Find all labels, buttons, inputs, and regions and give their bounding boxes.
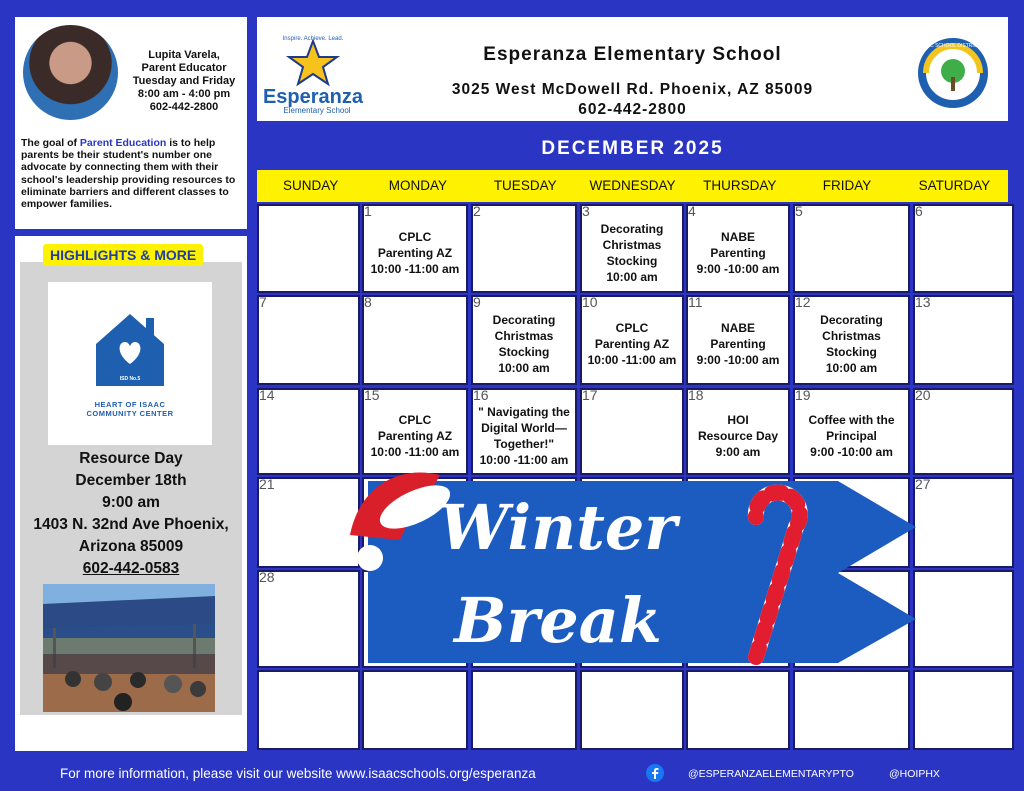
day-number: 1 bbox=[364, 203, 372, 219]
day-number: 16 bbox=[473, 387, 489, 403]
day-number: 28 bbox=[259, 569, 275, 585]
logo-small-text: ISD No.5 bbox=[119, 376, 141, 382]
event-line: Parenting AZ bbox=[594, 337, 670, 351]
event-line: NABE bbox=[720, 321, 755, 335]
winter-text: Winter bbox=[439, 491, 677, 564]
event-line: 10:00 am bbox=[606, 269, 658, 284]
event-line: " Navigating the bbox=[478, 404, 570, 419]
calendar-day bbox=[471, 204, 577, 293]
event bbox=[795, 412, 908, 460]
event bbox=[795, 312, 908, 376]
day-number: 8 bbox=[364, 294, 372, 310]
highlights-body bbox=[20, 262, 242, 715]
event-line: Together!" bbox=[493, 436, 555, 451]
calendar-day bbox=[362, 295, 468, 385]
educator-hours: 8:00 am - 4:00 pm bbox=[137, 88, 231, 100]
calendar-day bbox=[580, 295, 684, 385]
event bbox=[364, 412, 466, 460]
calendar-day bbox=[471, 295, 577, 385]
calendar-day bbox=[793, 204, 910, 293]
facebook-icon[interactable] bbox=[646, 764, 664, 785]
event-line: Parenting AZ bbox=[377, 245, 453, 260]
weekday-saturday: SATURDAY bbox=[918, 178, 991, 193]
event-line: Stocking bbox=[498, 345, 550, 359]
month-title: DECEMBER 2025 bbox=[541, 138, 724, 159]
event-line: 10:00 am bbox=[825, 361, 878, 375]
calendar-day bbox=[257, 295, 360, 385]
calendar-day bbox=[580, 204, 684, 293]
school-phone: 602-442-2800 bbox=[578, 101, 687, 118]
event-line: Parenting bbox=[710, 245, 766, 260]
calendar-day bbox=[471, 670, 577, 750]
calendar-day bbox=[793, 670, 910, 750]
day-number: 27 bbox=[915, 476, 931, 492]
day-number: 12 bbox=[795, 294, 811, 310]
logo-sub: Elementary School bbox=[283, 106, 351, 115]
day-number: 14 bbox=[259, 387, 275, 403]
calendar-day bbox=[257, 204, 360, 293]
photo-illustration bbox=[43, 584, 215, 712]
day-number: 21 bbox=[259, 476, 275, 492]
event-line: 9:00 -10:00 am bbox=[810, 444, 893, 459]
event-line: CPLC bbox=[615, 321, 649, 335]
calendar-day bbox=[913, 388, 1014, 475]
event-line: 10:00 am bbox=[498, 361, 550, 375]
logo-word: Esperanza bbox=[262, 86, 364, 108]
event bbox=[688, 320, 788, 368]
footer bbox=[0, 764, 1024, 788]
calendar-day bbox=[793, 388, 910, 475]
highlights-badge: HIGHLIGHTS & MORE bbox=[43, 244, 203, 266]
event-line: 10:00 -11:00 am bbox=[479, 452, 569, 467]
resource-day-address1: 1403 N. 32nd Ave Phoenix, bbox=[33, 516, 229, 533]
heart-of-isaac-logo bbox=[48, 282, 212, 445]
event-line: Digital World— bbox=[481, 420, 567, 435]
event-line: Principal bbox=[826, 428, 877, 443]
event-line: 10:00 -11:00 am bbox=[587, 353, 677, 367]
facebook-handle[interactable]: @ESPERANZAELEMENTARYPTO bbox=[688, 768, 854, 780]
calendar-day bbox=[686, 388, 790, 475]
calendar-day bbox=[913, 670, 1014, 750]
calendar-day bbox=[580, 388, 684, 475]
weekday-friday: FRIDAY bbox=[822, 178, 872, 193]
day-number: 15 bbox=[364, 387, 380, 403]
day-number: 2 bbox=[473, 203, 481, 219]
santa-hat-icon bbox=[340, 455, 455, 575]
resource-day-date: December 18th bbox=[75, 472, 187, 489]
educator-title: Parent Educator bbox=[141, 62, 227, 74]
weekday-tuesday: TUESDAY bbox=[493, 178, 557, 193]
event-line: 9:00 -10:00 am bbox=[696, 261, 780, 276]
goal-highlight: Parent Education bbox=[79, 137, 167, 149]
event-line: 9:00 -10:00 am bbox=[696, 353, 780, 367]
educator-days: Tuesday and Friday bbox=[132, 75, 236, 87]
event-line: Stocking bbox=[826, 345, 877, 359]
event bbox=[473, 404, 575, 468]
event-line: Parenting bbox=[710, 337, 766, 351]
event bbox=[582, 320, 682, 368]
day-number: 19 bbox=[795, 387, 811, 403]
event-line: 9:00 am bbox=[715, 444, 761, 459]
event bbox=[473, 312, 575, 376]
event-line: Christmas bbox=[602, 237, 662, 252]
day-number: 6 bbox=[915, 203, 923, 219]
event-line: Christmas bbox=[494, 329, 554, 343]
calendar-day bbox=[913, 570, 1014, 668]
parent-educator-card bbox=[15, 17, 247, 229]
day-number: 17 bbox=[582, 387, 598, 403]
educator-name: Lupita Varela, bbox=[148, 49, 220, 61]
calendar-day bbox=[686, 295, 790, 385]
day-number: 5 bbox=[795, 203, 803, 219]
school-address: 3025 West McDowell Rd. Phoenix, AZ 85009 bbox=[451, 81, 814, 98]
calendar-day bbox=[686, 204, 790, 293]
highlights-panel bbox=[15, 236, 247, 751]
event bbox=[688, 229, 788, 277]
resource-day-address2: Arizona 85009 bbox=[78, 538, 184, 555]
calendar-day bbox=[257, 570, 360, 668]
event-line: Resource Day bbox=[697, 428, 779, 443]
calendar-day bbox=[362, 670, 468, 750]
school-name: Esperanza Elementary School bbox=[483, 44, 782, 65]
event-line: Decorating bbox=[820, 313, 883, 327]
day-number: 20 bbox=[915, 387, 931, 403]
day-number: 11 bbox=[688, 294, 703, 310]
event-line: Parenting AZ bbox=[377, 428, 453, 443]
event-line: Coffee with the bbox=[808, 412, 895, 427]
other-handle[interactable]: @HOIPHX bbox=[889, 768, 940, 780]
calendar-day bbox=[686, 670, 790, 750]
logo-line2: COMMUNITY CENTER bbox=[86, 409, 174, 418]
logo-text bbox=[48, 400, 212, 418]
calendar-day bbox=[471, 388, 577, 475]
calendar-day bbox=[362, 204, 468, 293]
weekday-sunday: SUNDAY bbox=[283, 178, 339, 193]
logo-line1: HEART OF ISAAC bbox=[94, 400, 166, 409]
educator-info bbox=[123, 49, 245, 114]
day-number: 9 bbox=[473, 294, 481, 310]
event-line: 10:00 -11:00 am bbox=[370, 261, 460, 276]
weekday-wednesday: WEDNESDAY bbox=[589, 178, 676, 193]
event-line: 10:00 -11:00 am bbox=[370, 444, 460, 459]
weekday-header bbox=[257, 170, 1008, 202]
district-logo bbox=[917, 37, 989, 109]
day-number: 4 bbox=[688, 203, 696, 219]
resource-day-info bbox=[20, 448, 242, 580]
resource-day-phone: 602-442-0583 bbox=[82, 560, 180, 577]
event bbox=[582, 221, 682, 285]
calendar-day bbox=[913, 295, 1014, 385]
calendar-day bbox=[793, 295, 910, 385]
calendar-day bbox=[580, 670, 684, 750]
event-line: Decorating bbox=[600, 221, 664, 236]
resource-day-title: Resource Day bbox=[79, 450, 183, 467]
educator-photo bbox=[23, 25, 118, 120]
community-event-photo bbox=[43, 584, 215, 712]
event-line: CPLC bbox=[398, 229, 432, 244]
event bbox=[364, 229, 466, 277]
event-line: CPLC bbox=[398, 412, 432, 427]
event-line: Stocking bbox=[606, 253, 658, 268]
event-line: NABE bbox=[720, 229, 755, 244]
event bbox=[688, 412, 788, 460]
school-header bbox=[257, 17, 1008, 121]
weekday-thursday: THURSDAY bbox=[703, 178, 777, 193]
district-name: ISAAC SCHOOL DISTRICT #5 bbox=[918, 43, 988, 49]
resource-day-time: 9:00 am bbox=[102, 494, 160, 511]
weekday-monday: MONDAY bbox=[388, 178, 448, 193]
goal-post: is to help parents be their student's number one advocate by connecting them with their school's leadership providing resources to eliminate barriers and different classes to empower families. bbox=[21, 137, 236, 211]
educator-phone: 602-442-2800 bbox=[149, 101, 219, 113]
day-number: 7 bbox=[259, 294, 267, 310]
goal-pre: The goal of bbox=[21, 137, 80, 149]
day-number: 18 bbox=[688, 387, 704, 403]
day-number: 3 bbox=[582, 203, 590, 219]
event-line: HOI bbox=[727, 412, 749, 427]
calendar-day bbox=[257, 670, 360, 750]
break-text: Break bbox=[454, 584, 662, 657]
day-number: 10 bbox=[582, 294, 598, 310]
goal-text bbox=[21, 137, 243, 210]
day-number: 13 bbox=[915, 294, 931, 310]
calendar-day bbox=[913, 204, 1014, 293]
logo-tagline: Inspire. Achieve. Lead. bbox=[282, 36, 344, 42]
event-line: Christmas bbox=[822, 329, 881, 343]
calendar-day bbox=[913, 477, 1014, 568]
event-line: Decorating bbox=[492, 313, 556, 327]
footer-info: For more information, please visit our website www.isaacschools.org/esperanza bbox=[60, 766, 536, 781]
